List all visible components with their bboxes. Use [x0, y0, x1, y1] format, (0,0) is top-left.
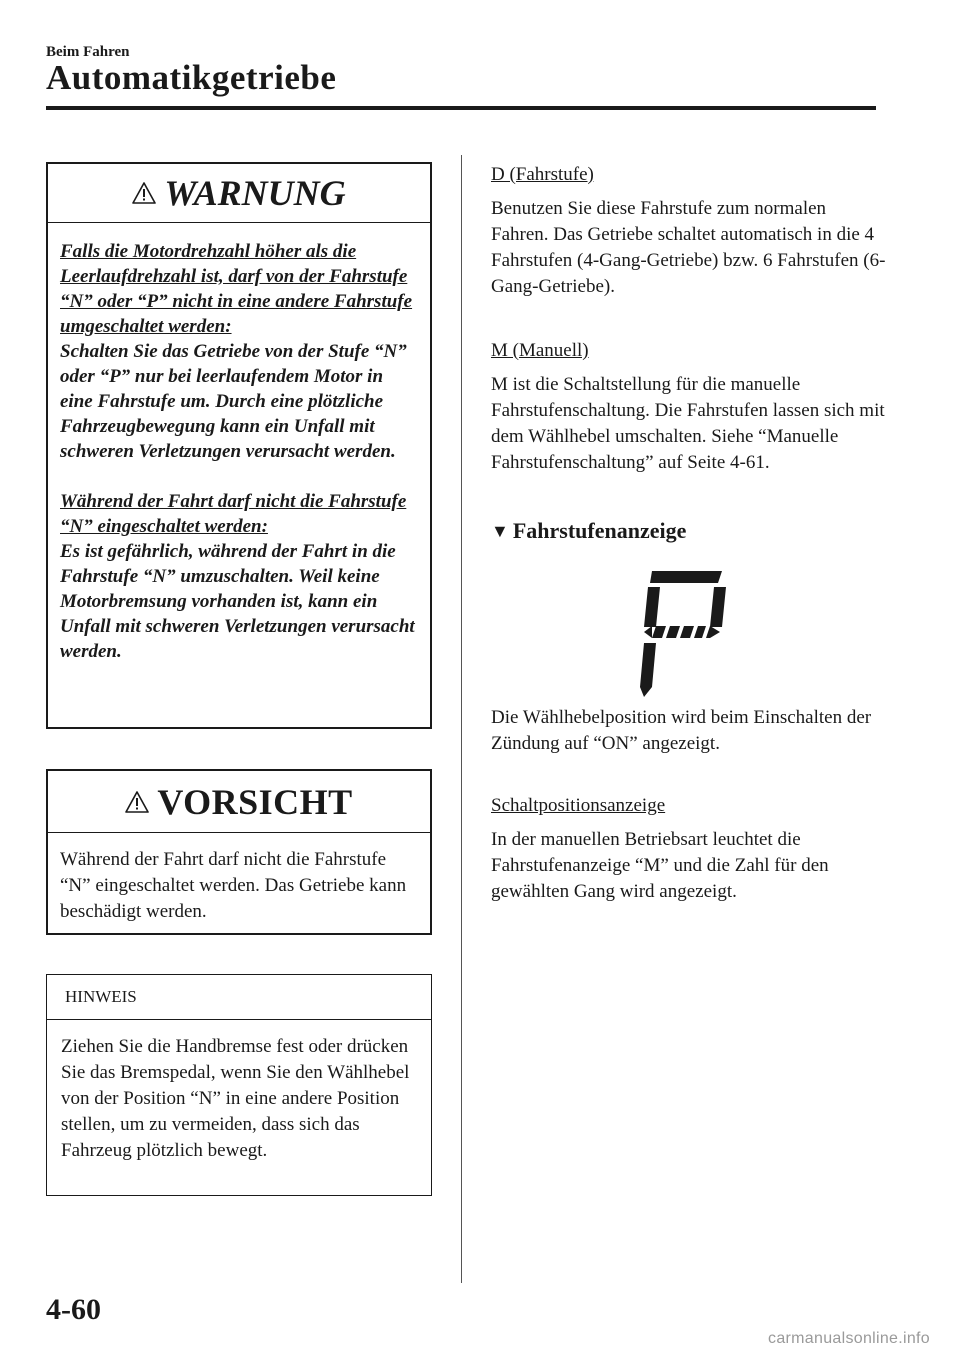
warning-header — [48, 164, 430, 223]
indicator-heading-row — [491, 518, 686, 544]
warning-title: WARNUNG — [164, 173, 346, 213]
m-section — [491, 338, 886, 476]
shift-heading: Schaltpositionsanzeige — [491, 795, 666, 816]
warning-block1-heading: Falls die Motordrehzahl höher als die Leerlaufdrehzahl ist, darf von der Fahrstufe “N” oder “P” nicht in eine andere Fahrstufe umgeschaltet werden: — [60, 241, 413, 337]
d-text: Benutzen Sie diese Fahrstufe zum normalen Fahren. Das Getriebe schaltet automatisch in die 4 Fahrstufen (4-Gang-Getriebe) bzw. 6 Fahrstufen (6-Gang-Getriebe). — [491, 198, 886, 297]
indicator-text: Die Wählhebelposition wird beim Einschalten der Zündung auf “ON” angezeigt. — [491, 707, 872, 754]
note-box — [46, 974, 432, 1196]
triangle-down-icon: ▼ — [491, 520, 509, 541]
gear-display-illustration — [600, 563, 760, 703]
m-heading: M (Manuell) — [491, 340, 589, 361]
shift-text: In der manuellen Betriebsart leuchtet die Fahrstufenanzeige “M” und die Zahl für den gewählten Gang wird angezeigt. — [491, 829, 829, 902]
page-number: 4-60 — [46, 1293, 101, 1326]
header-rule — [46, 106, 876, 110]
warning-triangle-icon — [125, 791, 149, 813]
shift-section — [491, 793, 886, 905]
watermark: carmanualsonline.info — [768, 1330, 930, 1347]
warning-block2-text: Es ist gefährlich, während der Fahrt in die Fahrstufe “N” umzuschalten. Weil keine Motorbremsung vorhanden ist, kann ein Unfall mit schweren Verletzungen verursacht werden. — [60, 541, 415, 662]
caution-title: VORSICHT — [157, 781, 353, 822]
warning-body — [48, 223, 430, 664]
d-heading: D (Fahrstufe) — [491, 164, 594, 185]
caution-box — [46, 769, 432, 935]
note-title: HINWEIS — [47, 975, 431, 1020]
chapter-title: Automatikgetriebe — [46, 58, 337, 97]
warning-triangle-icon — [132, 182, 156, 204]
warning-box — [46, 162, 432, 729]
caution-header — [48, 771, 430, 833]
column-divider — [461, 155, 462, 1283]
caution-text: Während der Fahrt darf nicht die Fahrstufe “N” eingeschaltet werden. Das Getriebe kann beschädigt werden. — [60, 849, 407, 922]
indicator-heading: Fahrstufenanzeige — [512, 518, 687, 543]
section-label: Beim Fahren — [46, 44, 130, 60]
m-text: M ist die Schaltstellung für die manuelle Fahrstufenschaltung. Die Fahrstufen lassen sich mit dem Wählhebel umschalten. Siehe “Manuelle Fahrstufenschaltung” auf Seite 4-61. — [491, 374, 885, 473]
d-section — [491, 162, 886, 300]
note-text: Ziehen Sie die Handbremse fest oder drücken Sie das Bremspedal, wenn Sie den Wählhebel von der Position “N” in eine andere Position stellen, um zu vermeiden, dass sich das Fahrzeug plötzlich bewegt. — [61, 1036, 410, 1161]
warning-block2-heading: Während der Fahrt darf nicht die Fahrstufe “N” eingeschaltet werden: — [60, 491, 407, 537]
warning-block1-text: Schalten Sie das Getriebe von der Stufe “N” oder “P” nur bei leerlaufendem Motor in eine Fahrstufe um. Durch eine plötzliche Fahrzeugbewegung kann ein Unfall mit schweren Verletzungen verursacht werden. — [60, 341, 407, 462]
